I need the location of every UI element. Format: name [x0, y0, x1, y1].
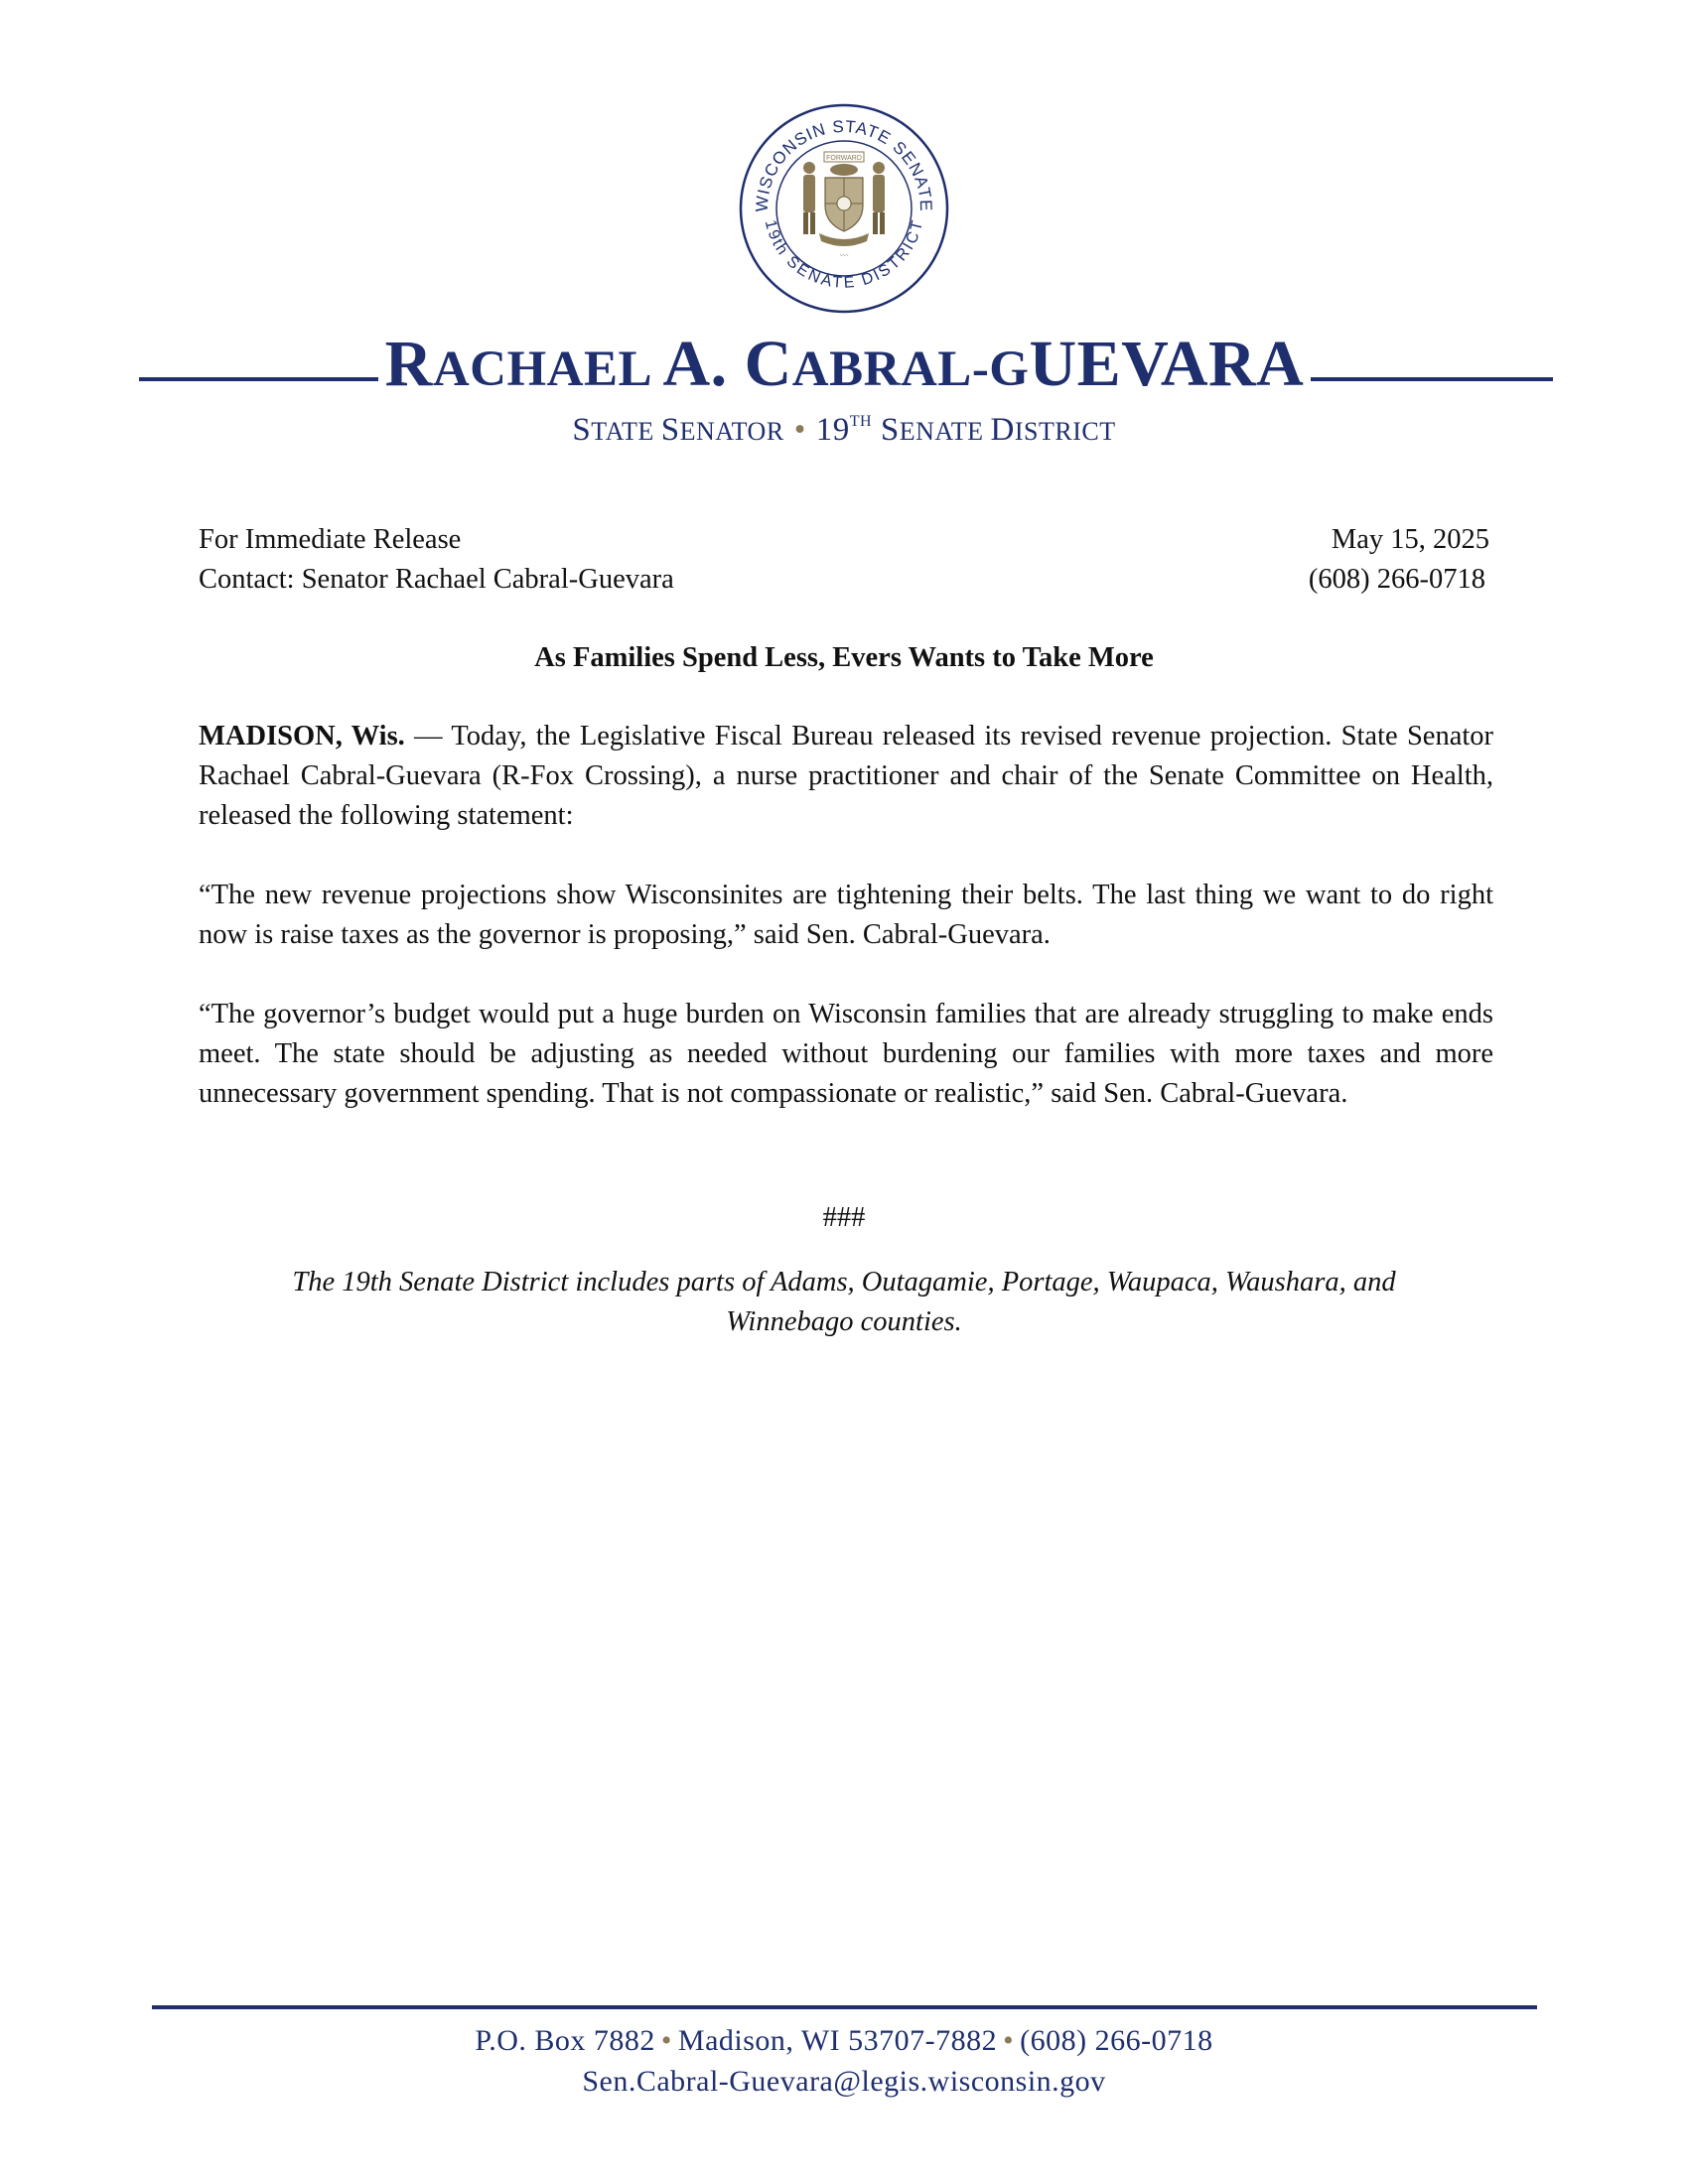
release-date: May 15, 2025 [1331, 524, 1489, 555]
footer-address: P.O. Box 7882 [475, 2024, 655, 2057]
senator-title: STATE SENATOR • 19TH SENATE DISTRICT [572, 412, 1116, 448]
release-phone: (608) 266-0718 [1308, 564, 1485, 595]
senator-name: RACHAEL A. CABRAL-GUEVARA [384, 328, 1305, 400]
headline: As Families Spend Less, Evers Wants to Take More [534, 642, 1154, 673]
svg-text:WISCONSIN STATE SENATE: WISCONSIN STATE SENATE [752, 116, 936, 213]
paragraph-quote-1: “The new revenue projections show Wisconsinites are tightening their belts. The last thing we want to do right now is raise taxes as the governor is proposing,” said Sen. Cabral-Guevara. [199, 880, 1493, 950]
district-note: The 19th Senate District includes parts of Adams, Outagamie, Portage, Waupaca, Waushara, and Winnebago counties. [292, 1267, 1396, 1337]
svg-text:19th SENATE DISTRICT: 19th SENATE DISTRICT [761, 217, 927, 292]
paragraph-intro: MADISON, Wis. — Today, the Legislative Fiscal Bureau released its revised revenue projection. State Senator Rachael Cabral-Guevara (R-Fox Crossing), a nurse practitioner and chair of the Senate Committee on Health, released the following statement: [199, 721, 1493, 831]
svg-text:FORWARD: FORWARD [826, 155, 862, 162]
end-mark: ### [822, 1202, 866, 1233]
footer-rule [152, 2005, 1537, 2009]
footer-address-line: P.O. Box 7882 • Madison, WI 53707-7882 • (608) 266-0718 [475, 2024, 1213, 2057]
senate-seal-logo [738, 102, 950, 315]
footer-email[interactable]: Sen.Cabral-Guevara@legis.wisconsin.gov [582, 2065, 1106, 2098]
footer-phone: (608) 266-0718 [1020, 2024, 1213, 2057]
release-type: For Immediate Release [199, 524, 462, 555]
header-rule-right [1311, 377, 1553, 381]
dateline: MADISON, Wis. [199, 721, 405, 751]
svg-text:~~~: ~~~ [839, 253, 849, 259]
footer-city: Madison, WI 53707-7882 [677, 2024, 998, 2057]
release-contact: Contact: Senator Rachael Cabral-Guevara [199, 564, 674, 595]
header-rule-left [139, 377, 378, 381]
paragraph-quote-2: “The governor’s budget would put a huge burden on Wisconsin families that are already struggling to make ends meet. The state should be adjusting as needed without burdening our families with more taxes and more unnecessary government spending. That is not compassionate or realistic,” said Sen. Cabral-Guevara. [199, 999, 1493, 1109]
